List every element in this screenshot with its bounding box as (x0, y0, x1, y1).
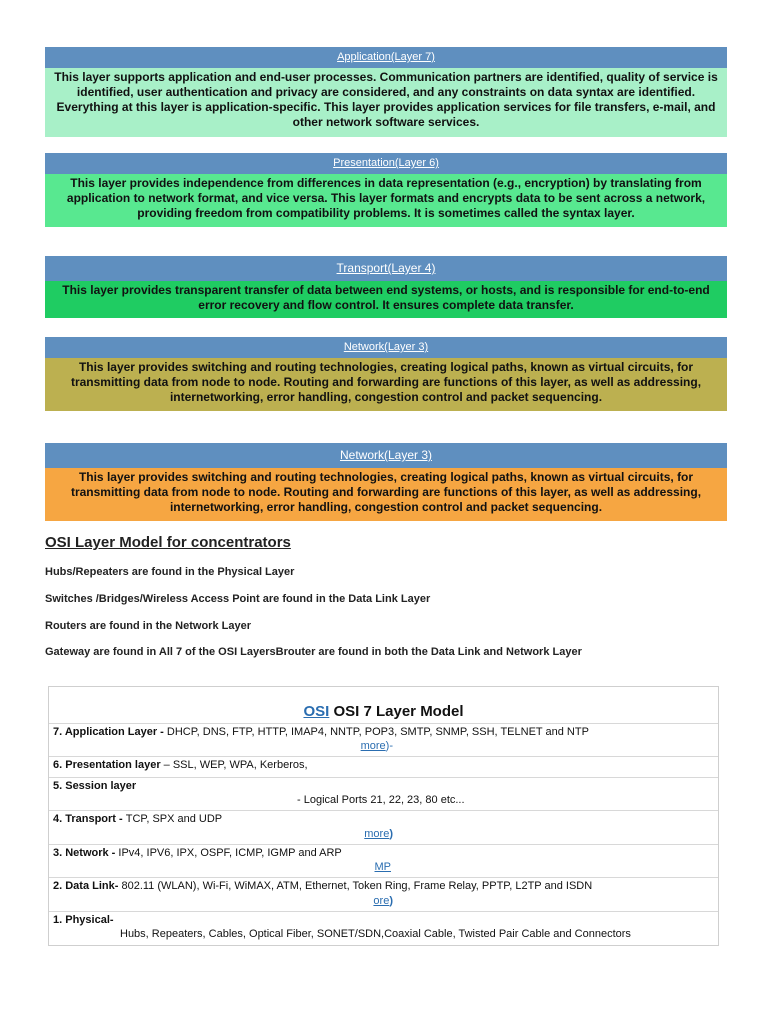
layer-header-network-1[interactable]: Network(Layer 3) (45, 337, 727, 358)
row-label: 4. Transport - (53, 813, 126, 825)
layer-header-application[interactable]: Application(Layer 7) (45, 47, 727, 68)
row-label: 6. Presentation layer (53, 759, 161, 771)
fact-routers: Routers are found in the Network Layer (45, 620, 251, 632)
row-text: IPv4, IPV6, IPX, OSPF, ICMP, IGMP and ARP (118, 847, 342, 859)
fact-switches: Switches /Bridges/Wireless Access Point are found in the Data Link Layer (45, 593, 431, 605)
more-link-suffix: ) (389, 895, 393, 907)
osi-title-link[interactable]: OSI (303, 703, 330, 720)
osi-row-session (49, 778, 718, 811)
layer-block-network-2 (45, 443, 727, 521)
osi-table-title (49, 687, 718, 724)
row-label: 3. Network - (53, 847, 119, 859)
row-label: 1. Physical- (53, 914, 114, 926)
row-text: DHCP, DNS, FTP, HTTP, IMAP4, NNTP, POP3, SMTP, SNMP, SSH, TELNET and NTP (166, 726, 589, 738)
osi-title-text: OSI 7 Layer Model (329, 703, 464, 720)
osi-row-transport (49, 811, 718, 845)
osi-row-application (49, 724, 718, 757)
layer-block-application (45, 47, 727, 137)
osi-row-datalink (49, 878, 718, 912)
more-link[interactable]: more (364, 828, 390, 840)
layer-header-network-2[interactable]: Network(Layer 3) (45, 443, 727, 468)
layer-body-presentation: This layer provides independence from differences in data representation (e.g., encryption) by translating from application to network format, and vice versa. This layer formats and encrypts data to be sent across a network, providing freedom from compatibility problems. It is sometimes called the syntax layer. (45, 174, 727, 227)
more-link-suffix: )- (385, 740, 393, 752)
layer-header-transport[interactable]: Transport(Layer 4) (45, 256, 727, 281)
more-link-wrap (364, 828, 393, 841)
osi-row-physical (49, 912, 718, 945)
more-link-wrap (373, 895, 393, 908)
row-label: 2. Data Link- (53, 880, 122, 892)
section-title: OSI Layer Model for concentrators (45, 534, 291, 551)
row-text: Hubs, Repeaters, Cables, Optical Fiber, SONET/SDN,Coaxial Cable, Twisted Pair Cable and Connectors (120, 928, 631, 940)
more-link[interactable]: more (360, 740, 386, 752)
layer-block-network-1 (45, 337, 727, 411)
layer-body-network-1: This layer provides switching and routing technologies, creating logical paths, known as virtual circuits, for transmitting data from node to node. Routing and forwarding are functions of this layer, as well as addressing, internetworking, error handling, congestion control and packet sequencing. (45, 358, 727, 411)
row-label: 7. Application Layer - (53, 726, 167, 738)
more-link-wrap (361, 740, 393, 753)
osi-table (48, 686, 719, 946)
layer-body-transport: This layer provides transparent transfer of data between end systems, or hosts, and is responsible for end-to-end error recovery and flow control. It ensures complete data transfer. (45, 281, 727, 318)
more-link[interactable]: ore (373, 895, 390, 907)
fact-hubs: Hubs/Repeaters are found in the Physical Layer (45, 566, 295, 578)
row-text: TCP, SPX and UDP (125, 813, 223, 825)
row-text: – SSL, WEP, WPA, Kerberos, (160, 759, 308, 771)
row-label: 5. Session layer (53, 780, 137, 792)
more-link-wrap (375, 861, 392, 874)
more-link[interactable]: MP (374, 861, 391, 873)
fact-gateway: Gateway are found in All 7 of the OSI LayersBrouter are found in both the Data Link and Network Layer (45, 646, 582, 658)
layer-body-network-2: This layer provides switching and routing technologies, creating logical paths, known as virtual circuits, for transmitting data from node to node. Routing and forwarding are functions of this layer, as well as addressing, internetworking, error handling, congestion control and packet sequencing. (45, 468, 727, 521)
row-text: - Logical Ports 21, 22, 23, 80 etc... (297, 794, 465, 806)
more-link-suffix: ) (389, 828, 393, 840)
layer-body-application: This layer supports application and end-user processes. Communication partners are identified, quality of service is identified, user authentication and privacy are considered, and any constraints on data syntax are identified. Everything at this layer is application-specific. This layer provides application services for file transfers, e-mail, and other network software services. (45, 68, 727, 137)
layer-block-transport (45, 256, 727, 318)
layer-block-presentation (45, 153, 727, 227)
layer-header-presentation[interactable]: Presentation(Layer 6) (45, 153, 727, 174)
osi-row-network (49, 845, 718, 878)
row-text: 802.11 (WLAN), Wi-Fi, WiMAX, ATM, Ethernet, Token Ring, Frame Relay, PPTP, L2TP and ISDN (121, 880, 593, 892)
osi-row-presentation (49, 757, 718, 778)
